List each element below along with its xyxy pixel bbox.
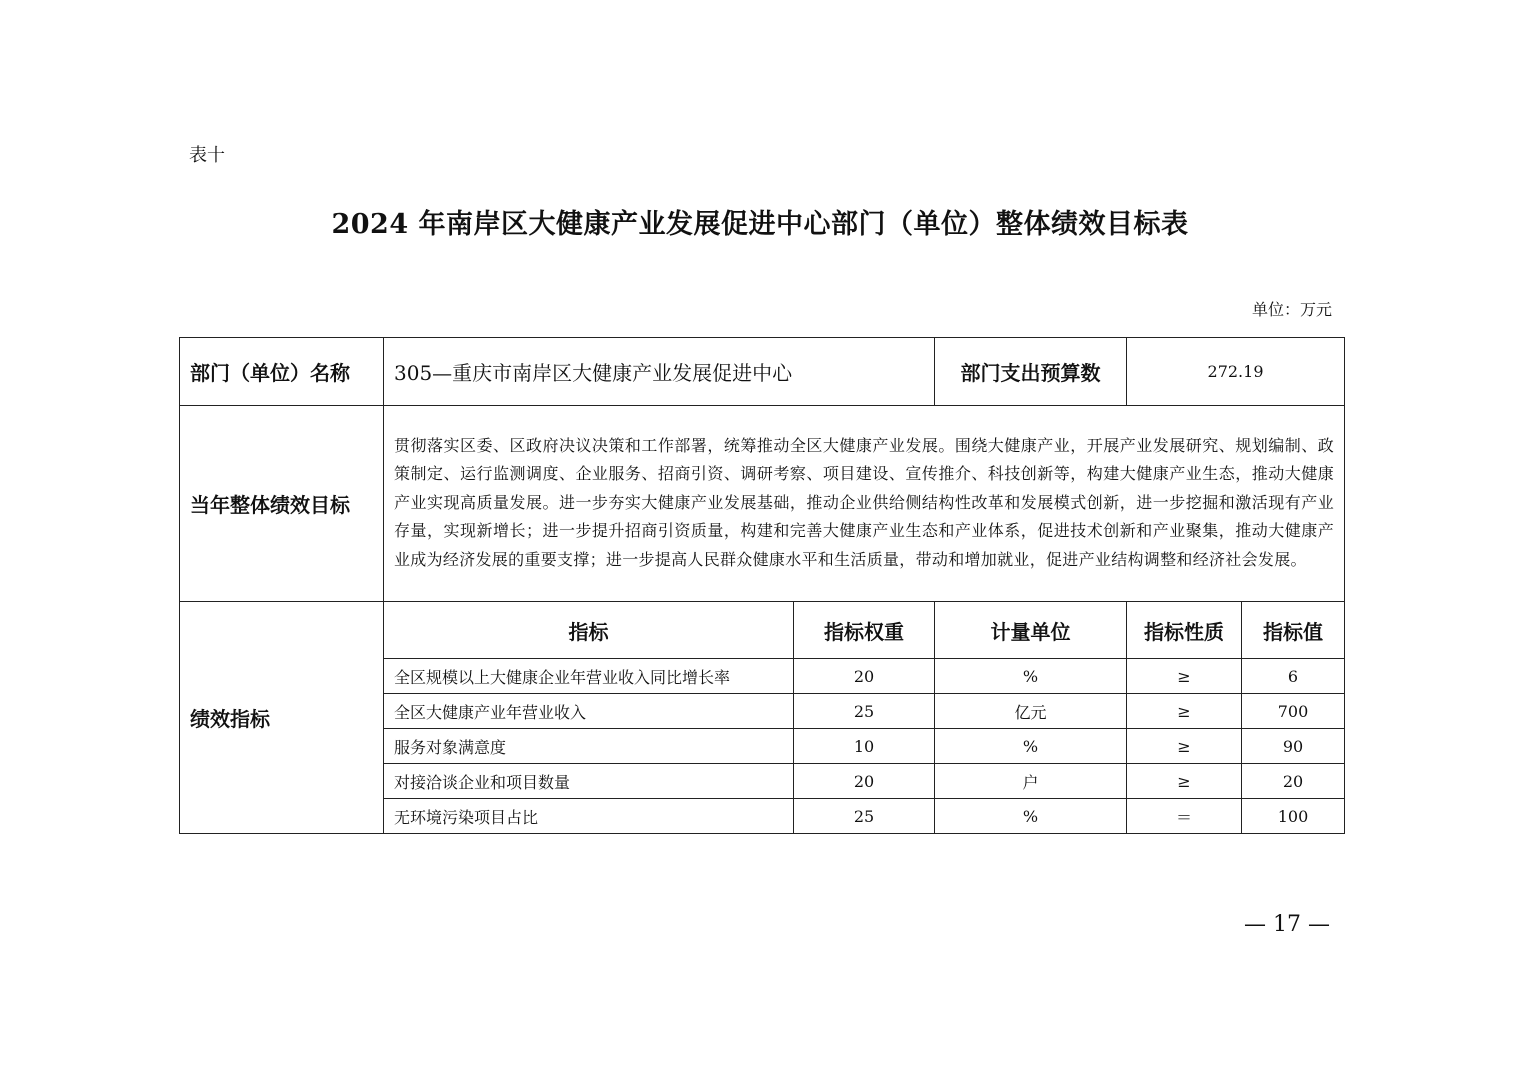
indicator-unit: 亿元 (935, 694, 1127, 729)
indicator-unit: % (935, 659, 1127, 694)
indicator-name: 无环境污染项目占比 (384, 799, 794, 834)
col-header-value: 指标值 (1242, 602, 1345, 659)
budget-value: 272.19 (1127, 338, 1345, 406)
indicator-unit: % (935, 729, 1127, 764)
indicator-unit: % (935, 799, 1127, 834)
dept-name: 305—重庆市南岸区大健康产业发展促进中心 (384, 338, 935, 406)
indicator-name: 对接洽谈企业和项目数量 (384, 764, 794, 799)
performance-table (179, 337, 1345, 834)
unit-note: 单位：万元 (1251, 300, 1332, 319)
goal-text: 贯彻落实区委、区政府决议决策和工作部署，统筹推动全区大健康产业发展。围绕大健康产业，开展产业发展研究、规划编制、政策制定、运行监测调度、企业服务、招商引资、调研考察、项目建设、宣传推介、科技创新等，构建大健康产业生态，推动大健康产业实现高质量发展。进一步夯实大健康产业发展基础，推动企业供给侧结构性改革和发展模式创新，进一步挖掘和激活现有产业存量，实现新增长；进一步提升招商引资质量，构建和完善大健康产业生态和产业体系，促进技术创新和产业聚集，推动大健康产业成为经济发展的重要支撑；进一步提高人民群众健康水平和生活质量，带动和增加就业，促进产业结构调整和经济社会发展。 (384, 406, 1345, 602)
indicator-weight: 25 (794, 694, 935, 729)
dept-label: 部门（单位）名称 (180, 338, 384, 406)
indicator-weight: 20 (794, 659, 935, 694)
indicator-unit: 户 (935, 764, 1127, 799)
indicator-nature: ≥ (1127, 764, 1242, 799)
indicator-value: 6 (1242, 659, 1345, 694)
col-header-unit: 计量单位 (935, 602, 1127, 659)
indicator-header-row (180, 602, 1345, 659)
indicator-value: 700 (1242, 694, 1345, 729)
goal-label: 当年整体绩效目标 (180, 406, 384, 602)
indicator-value: 100 (1242, 799, 1345, 834)
indicator-nature: ≥ (1127, 659, 1242, 694)
indicator-weight: 25 (794, 799, 935, 834)
goal-row (180, 406, 1345, 602)
perf-label: 绩效指标 (180, 602, 384, 834)
page-number: — 17 — (1244, 912, 1330, 937)
indicator-name: 全区规模以上大健康企业年营业收入同比增长率 (384, 659, 794, 694)
indicator-weight: 10 (794, 729, 935, 764)
col-header-weight: 指标权重 (794, 602, 935, 659)
budget-label: 部门支出预算数 (935, 338, 1127, 406)
col-header-nature: 指标性质 (1127, 602, 1242, 659)
indicator-nature: ＝ (1127, 799, 1242, 834)
indicator-weight: 20 (794, 764, 935, 799)
table-label: 表十 (189, 145, 225, 166)
dept-row (180, 338, 1345, 406)
indicator-value: 20 (1242, 764, 1345, 799)
indicator-nature: ≥ (1127, 729, 1242, 764)
indicator-nature: ≥ (1127, 694, 1242, 729)
col-header-indicator: 指标 (384, 602, 794, 659)
indicator-name: 全区大健康产业年营业收入 (384, 694, 794, 729)
page-title: 2024 年南岸区大健康产业发展促进中心部门（单位）整体绩效目标表 (331, 209, 1189, 240)
indicator-name: 服务对象满意度 (384, 729, 794, 764)
indicator-value: 90 (1242, 729, 1345, 764)
